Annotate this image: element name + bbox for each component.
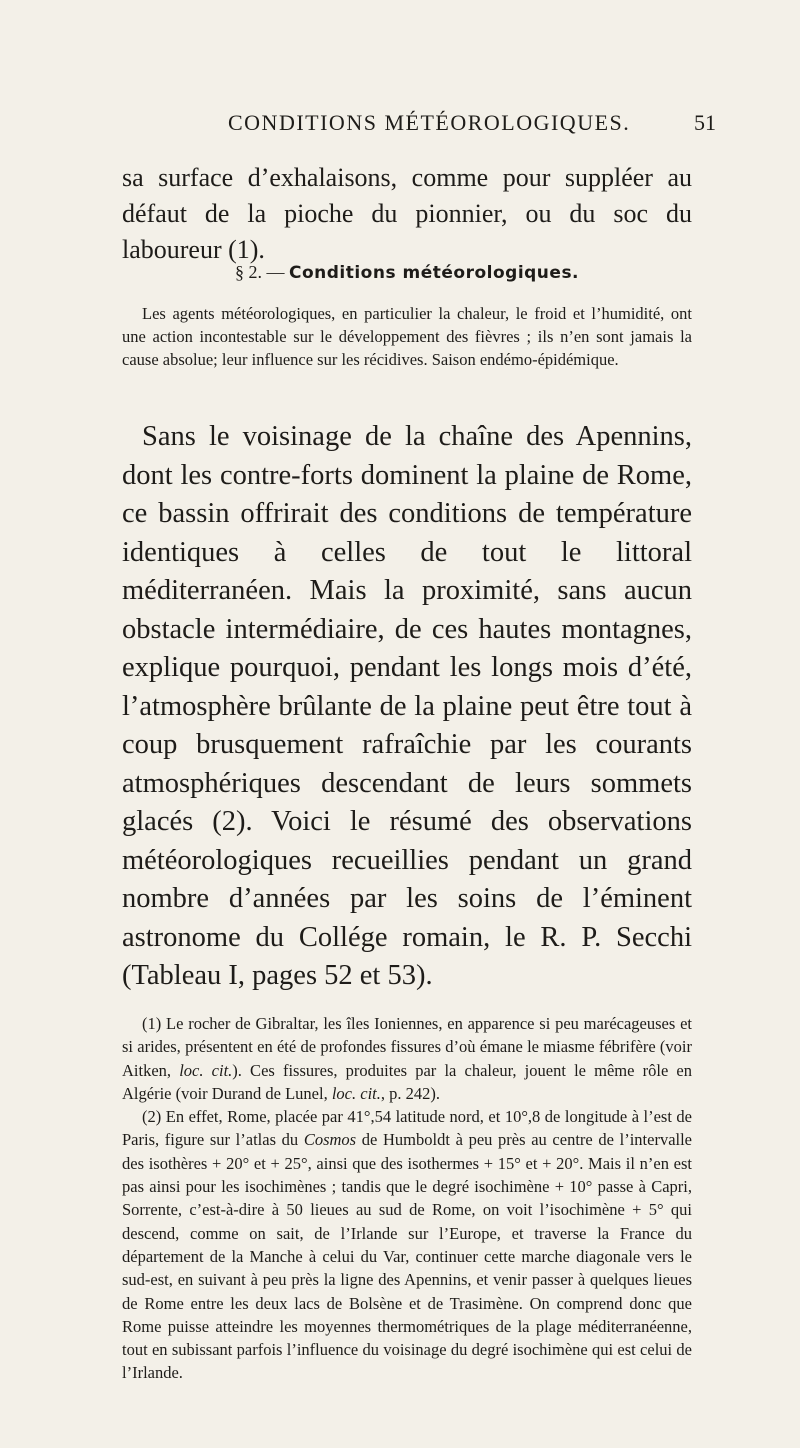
footnote-2-text-a: En effet, Rome, placée par 41°,54 latitude nord, et 10°,8 de longitude à l’est de Paris, figure sur l’atlas du	[122, 1107, 692, 1150]
running-head	[0, 110, 800, 138]
footnote-2-mark: (2)	[142, 1107, 162, 1127]
footnote-1-text-b: ). Ces fissures, produites par la chaleur, jouent le même rôle en Algérie (voir Durand de Lunel,	[122, 1060, 693, 1103]
intro-paragraph: sa surface d’exhalaisons, comme pour suppléer au défaut de la pioche du pionnier, ou du soc du laboureur (1).	[122, 163, 692, 264]
footnote-1-text-c: , p. 242).	[380, 1083, 440, 1103]
footnotes	[122, 1012, 692, 1385]
footnote-1-text-a: Le rocher de Gibraltar, les îles Ioniennes, en apparence si peu marécageuses et si arides, présentent en été de profondes fissures d’où émane le miasme fébrifère (voir Aitken,	[122, 1014, 692, 1080]
section-label: § 2. —	[234, 262, 285, 282]
section-title: Conditions météorologiques.	[288, 263, 580, 283]
footnote-1-ref2: loc. cit.	[331, 1083, 381, 1103]
section-heading	[122, 262, 692, 283]
section-summary: Les agents météorologiques, en particulier la chaleur, le froid et l’humidité, ont une action incontestable sur le développement des fièvres ; ils n’en sont jamais la cause absolue; leur influence sur les récidives. Saison endémo-épidémique.	[122, 304, 692, 369]
footnote-2	[122, 1105, 692, 1385]
running-title: CONDITIONS MÉTÉOROLOGIQUES.	[228, 110, 631, 135]
footnote-1-ref: loc. cit.	[179, 1060, 233, 1080]
main-paragraph: Sans le voisinage de la chaîne des Apennins, dont les contre-forts dominent la plaine de Rome, ce bassin offrirait des conditions de température identiques à celles de tout le littoral méditerranéen. Mais la proximité, sans aucun obstacle intermédiaire, de ces hautes montagnes, explique pourquoi, pendant les longs mois d’été, l’atmosphère brûlante de la plaine peut être tout à coup brusquement rafraîchie par les courants atmosphériques descendant de leurs sommets glacés (2). Voici le résumé des observations météorologiques recueillies pendant un grand nombre d’années par les soins de l’éminent astronome du Collége romain, le R. P. Secchi (Tableau I, pages 52 et 53).	[122, 421, 692, 991]
page-number: 51	[694, 110, 716, 135]
footnote-2-ref: Cosmos	[303, 1130, 357, 1150]
footnote-1	[122, 1012, 692, 1105]
footnote-2-text-b: de Humboldt à peu près au centre de l’intervalle des isothères + 20° et + 25°, ainsi que des isothermes + 15° et + 20°. Mais il n’en est pas ainsi pour les isochimènes ; tandis que le degré isochimène + 10° passe à Capri, Sorrente, c’est-à-dire à 50 lieues au sud de Rome, on voit l’isochimène + 5° qui descend, comme on sait, de l’Irlande sur l’Europe, et traverse la France du département de la Manche à celui du Var, continuer cette marche diagonale vers le sud-est, en suivant à peu près la ligne des Apennins, et venir passer à quelques lieues de Rome entre les deux lacs de Bolsène et de Trasimène. On comprend donc que Rome puisse atteindre les moyennes thermométriques de la plage méditerranéenne, tout en subissant parfois l’influence du voisinage du degré isochimène qui est celui de l’Irlande.	[122, 1130, 693, 1383]
footnote-1-mark: (1)	[142, 1014, 162, 1033]
